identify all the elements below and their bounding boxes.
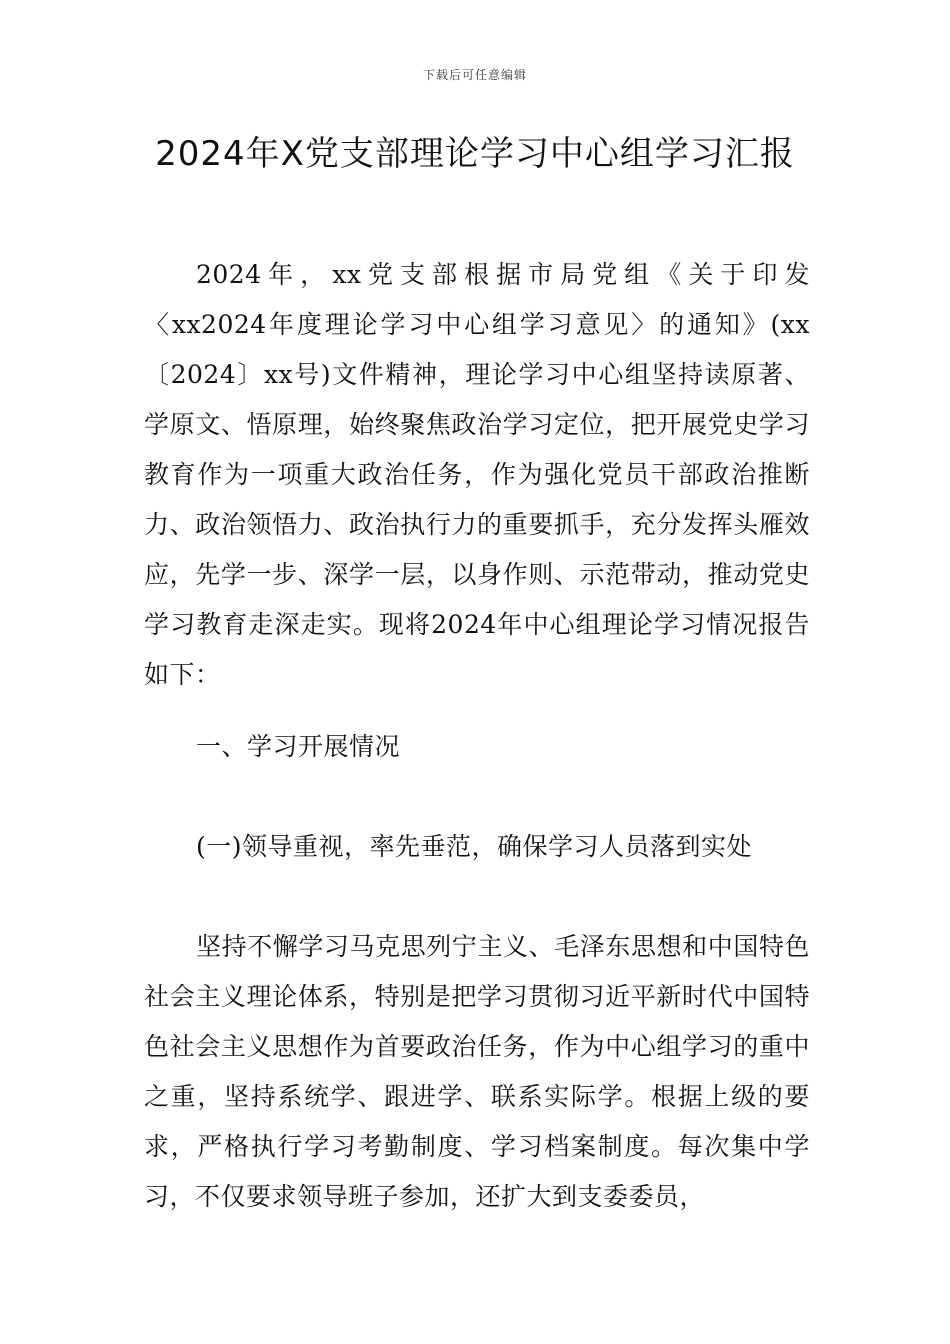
intro-paragraph: 2024年，xx党支部根据市局党组《关于印发〈xx2024年度理论学习中心组学习意见〉的通知》(xx〔2024〕xx号)文件精神，理论学习中心组坚持读原著、学原文、悟原理，始终聚焦政治学习定位，把开展党史学习教育作为一项重大政治任务，作为强化党员干部政治推断力、政治领悟力、政治执行力的重要抓手，充分发挥头雁效应，先学一步、深学一层，以身作则、示范带动，推动党史学习教育走深走实。现将2024年中心组理论学习情况报告如下：	[144, 260, 810, 689]
subsection-heading: (一)领导重视，率先垂范，确保学习人员落到实处	[196, 832, 753, 861]
document-title: 2024年X党支部理论学习中心组学习汇报	[155, 134, 795, 174]
body-paragraph: 坚持不懈学习马克思列宁主义、毛泽东思想和中国特色社会主义理论体系，特别是把学习贯彻习近平新时代中国特色社会主义思想作为首要政治任务，作为中心组学习的重中之重，坚持系统学、跟进学、联系实际学。根据上级的要求，严格执行学习考勤制度、学习档案制度。每次集中学习，不仅要求领导班子参加，还扩大到支委委员，	[144, 932, 810, 1211]
download-note: 下载后可任意编辑	[422, 68, 527, 82]
section-heading: 一、学习开展情况	[196, 732, 401, 761]
